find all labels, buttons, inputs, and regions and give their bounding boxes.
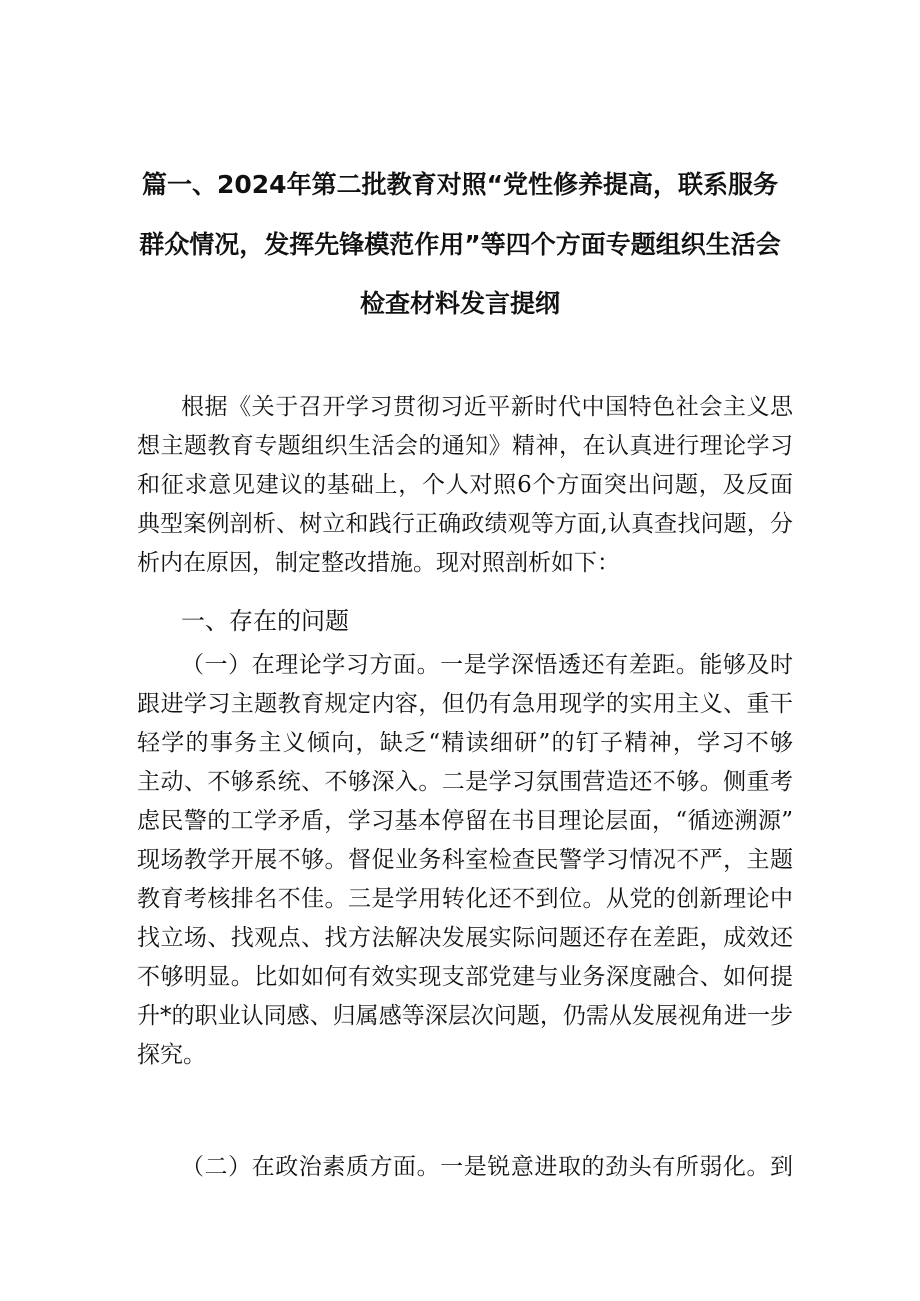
section-heading: 一、存在的问题	[181, 607, 349, 635]
document-title-line-3: 检查材料发言提纲	[359, 289, 560, 318]
paragraph1-line-10: 升*的职业认同感、归属感等深层次问题，仍需从发展视角进一步	[137, 1003, 793, 1029]
intro-line-3: 和征求意见建议的基础上，个人对照6个方面突出问题，及反面	[137, 472, 793, 498]
intro-line-2: 想主题教育专题组织生活会的通知》精神，在认真进行理论学习	[137, 433, 793, 459]
paragraph1-line-5: 虑民警的工学矛盾，学习基本停留在书目理论层面，“循迹溯源”	[137, 808, 793, 834]
document-title-line-1: 篇一、2024年第二批教育对照“党性修养提高，联系服务	[141, 170, 778, 199]
paragraph1-line-1: （一）在理论学习方面。一是学深悟透还有差距。能够及时	[181, 652, 793, 678]
paragraph1-line-4: 主动、不够系统、不够深入。二是学习氛围营造还不够。侧重考	[137, 769, 793, 795]
intro-line-5: 析内在原因，制定整改措施。现对照剖析如下：	[137, 550, 620, 576]
intro-line-4: 典型案例剖析、树立和践行正确政绩观等方面,认真查找问题，分	[137, 511, 793, 537]
paragraph1-line-6: 现场教学开展不够。督促业务科室检查民警学习情况不严，主题	[137, 847, 793, 873]
paragraph1-line-2: 跟进学习主题教育规定内容，但仍有急用现学的实用主义、重干	[137, 691, 793, 717]
document-title-line-2: 群众情况，发挥先锋模范作用”等四个方面专题组织生活会	[139, 230, 781, 259]
paragraph1-line-8: 找立场、找观点、找方法解决发展实际问题还存在差距，成效还	[137, 925, 793, 951]
paragraph1-line-9: 不够明显。比如如何有效实现支部党建与业务深度融合、如何提	[137, 964, 793, 990]
paragraph2-line-1: （二）在政治素质方面。一是锐意进取的劲头有所弱化。到	[181, 1154, 793, 1180]
paragraph1-line-3: 轻学的事务主义倾向，缺乏“精读细研”的钉子精神，学习不够	[137, 730, 793, 756]
intro-line-1: 根据《关于召开学习贯彻习近平新时代中国特色社会主义思	[181, 394, 793, 420]
paragraph1-line-7: 教育考核排名不佳。三是学用转化还不到位。从党的创新理论中	[137, 886, 793, 912]
paragraph1-line-11: 探究。	[137, 1042, 206, 1068]
